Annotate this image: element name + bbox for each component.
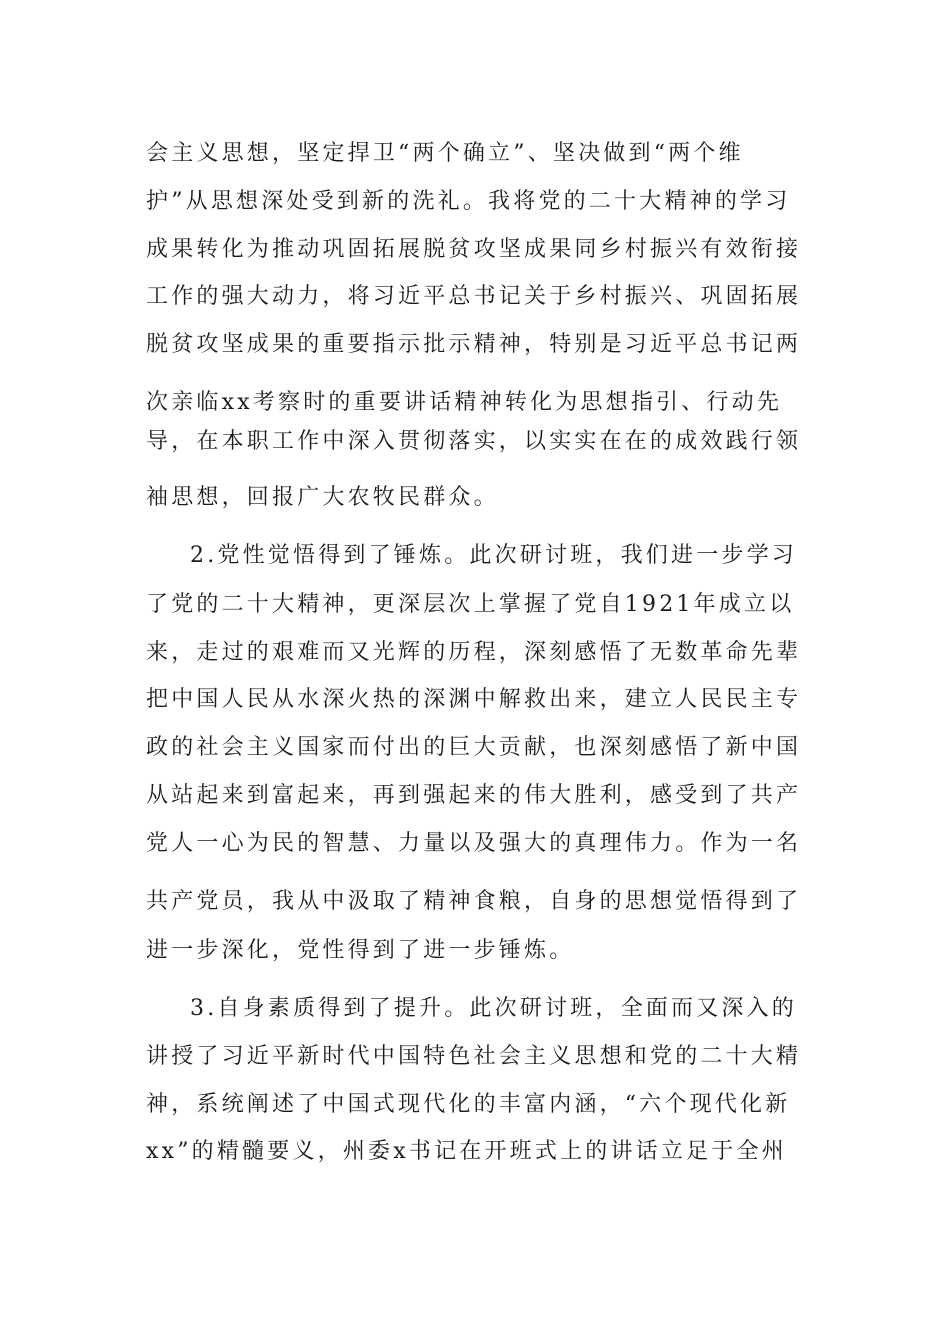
text-line: 把中国人民从水深火热的深渊中解救出来，建立人民民主专 bbox=[146, 687, 802, 712]
text-line: 了党的二十大精神，更深层次上掌握了党自1921年成立以 bbox=[146, 592, 795, 617]
paragraph-3-first-line: 3.自身素质得到了提升。此次研讨班，全面而又深入的 bbox=[190, 996, 797, 1021]
text-line: 会主义思想，坚定捍卫“两个确立”、坚决做到“两个维 bbox=[146, 141, 744, 166]
text-line: 神，系统阐述了中国式现代化的丰富内涵，“六个现代化新 bbox=[146, 1092, 791, 1117]
text-line: 工作的强大动力，将习近平总书记关于乡村振兴、巩固拓展 bbox=[146, 284, 802, 309]
text-line: 从站起来到富起来，再到强起来的伟大胜利，感受到了共产 bbox=[146, 783, 802, 808]
text-line: xx”的精髓要义，州委x书记在开班式上的讲话立足于全州 bbox=[146, 1139, 787, 1164]
text-line: 脱贫攻坚成果的重要指示批示精神，特别是习近平总书记两 bbox=[146, 332, 802, 357]
text-line: 讲授了习近平新时代中国特色社会主义思想和党的二十大精 bbox=[146, 1044, 802, 1069]
text-line: 成果转化为推动巩固拓展脱贫攻坚成果同乡村振兴有效衔接 bbox=[146, 237, 802, 262]
text-line: 护”从思想深处受到新的洗礼。我将党的二十大精神的学习 bbox=[146, 189, 791, 214]
text-line: 来，走过的艰难而又光辉的历程，深刻感悟了无数革命先辈 bbox=[146, 640, 802, 665]
text-line: 导，在本职工作中深入贯彻落实，以实实在在的成效践行领 bbox=[146, 429, 802, 454]
text-line: 共产党员，我从中汲取了精神食粮，自身的思想觉悟得到了 bbox=[146, 889, 802, 914]
text-line: 政的社会主义国家而付出的巨大贡献，也深刻感悟了新中国 bbox=[146, 735, 802, 760]
text-line: 党人一心为民的智慧、力量以及强大的真理伟力。作为一名 bbox=[146, 831, 802, 856]
text-line: 袖思想，回报广大农牧民群众。 bbox=[146, 485, 499, 510]
text-line: 次亲临xx考察时的重要讲话精神转化为思想指引、行动先 bbox=[146, 390, 783, 415]
paragraph-2-first-line: 2.党性觉悟得到了锤炼。此次研讨班，我们进一步学习 bbox=[190, 543, 797, 568]
text-line: 进一步深化，党性得到了进一步锤炼。 bbox=[146, 938, 575, 963]
